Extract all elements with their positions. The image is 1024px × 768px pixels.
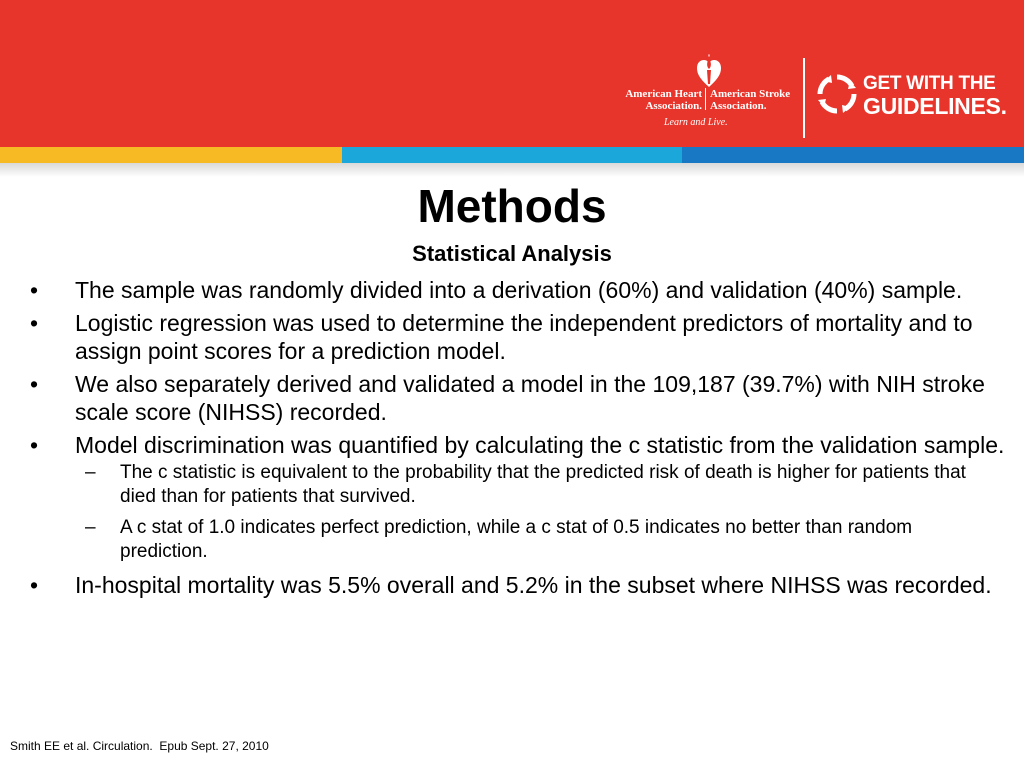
subbullet-item <box>75 516 1005 564</box>
bullet-item <box>30 431 1005 564</box>
aha-name-line2: Association. <box>645 100 702 112</box>
heart-torch-icon <box>696 54 722 88</box>
asa-name-line1: American Stroke <box>710 88 791 100</box>
aha-tagline: Learn and Live. <box>664 117 728 128</box>
bullet-item <box>30 571 1005 599</box>
aha-name <box>612 88 702 112</box>
slide-title: Methods <box>417 180 607 232</box>
cycle-arrows-icon <box>815 72 859 116</box>
bullet-text: In-hospital mortality was 5.5% overall and 5.2% in the subset where NIHSS was recorded. <box>75 572 992 598</box>
header-shadow <box>0 163 1024 177</box>
bullet-text: Model discrimination was quantified by calculating the c statistic from the validation sample. <box>75 432 1005 458</box>
bullet-text: The sample was randomly divided into a derivation (60%) and validation (40%) sample. <box>75 277 963 303</box>
asa-name <box>710 88 800 112</box>
stripe-blue <box>682 147 1024 163</box>
subbullet-text: The c statistic is equivalent to the probability that the predicted risk of death is higher for patients that died than for patients that survived. <box>120 462 966 507</box>
subbullet-marker: – <box>85 517 96 538</box>
bullet-text: We also separately derived and validated a model in the 109,187 (39.7%) with NIH stroke scale score (NIHSS) recorded. <box>75 371 985 425</box>
subbullet-text: A c stat of 1.0 indicates perfect prediction, while a c stat of 0.5 indicates no better than random prediction. <box>120 517 913 562</box>
bullet-item <box>30 276 1005 304</box>
subbullet-item <box>75 461 1005 509</box>
gwtg-line2: GUIDELINES. <box>863 93 1007 119</box>
subbullet-list <box>75 461 1005 564</box>
gwtg-logo <box>815 70 1015 120</box>
subbullet-marker: – <box>85 462 96 483</box>
slide-subtitle: Statistical Analysis <box>412 241 612 266</box>
bullet-marker: • <box>30 371 39 397</box>
color-stripes <box>0 147 1024 163</box>
bullet-marker: • <box>30 432 39 458</box>
bullet-list <box>30 276 1005 604</box>
aha-logo <box>612 52 792 132</box>
bullet-marker: • <box>30 572 39 598</box>
bullet-marker: • <box>30 277 39 303</box>
bullet-item <box>30 309 1005 365</box>
asa-name-line2: Association. <box>710 100 767 112</box>
stripe-cyan <box>342 147 682 163</box>
header-divider <box>803 58 805 138</box>
bullet-item <box>30 370 1005 426</box>
stripe-yellow <box>0 147 342 163</box>
logo-divider <box>705 88 706 110</box>
bullet-text: Logistic regression was used to determine the independent predictors of mortality and to assign point scores for a prediction model. <box>75 310 973 364</box>
gwtg-line1: GET WITH THE <box>863 73 996 94</box>
gwtg-wordmark <box>863 73 1007 117</box>
aha-name-line1: American Heart <box>625 88 702 100</box>
citation-footer: Smith EE et al. Circulation. Epub Sept. 27, 2010 <box>10 739 269 753</box>
bullet-marker: • <box>30 310 39 336</box>
